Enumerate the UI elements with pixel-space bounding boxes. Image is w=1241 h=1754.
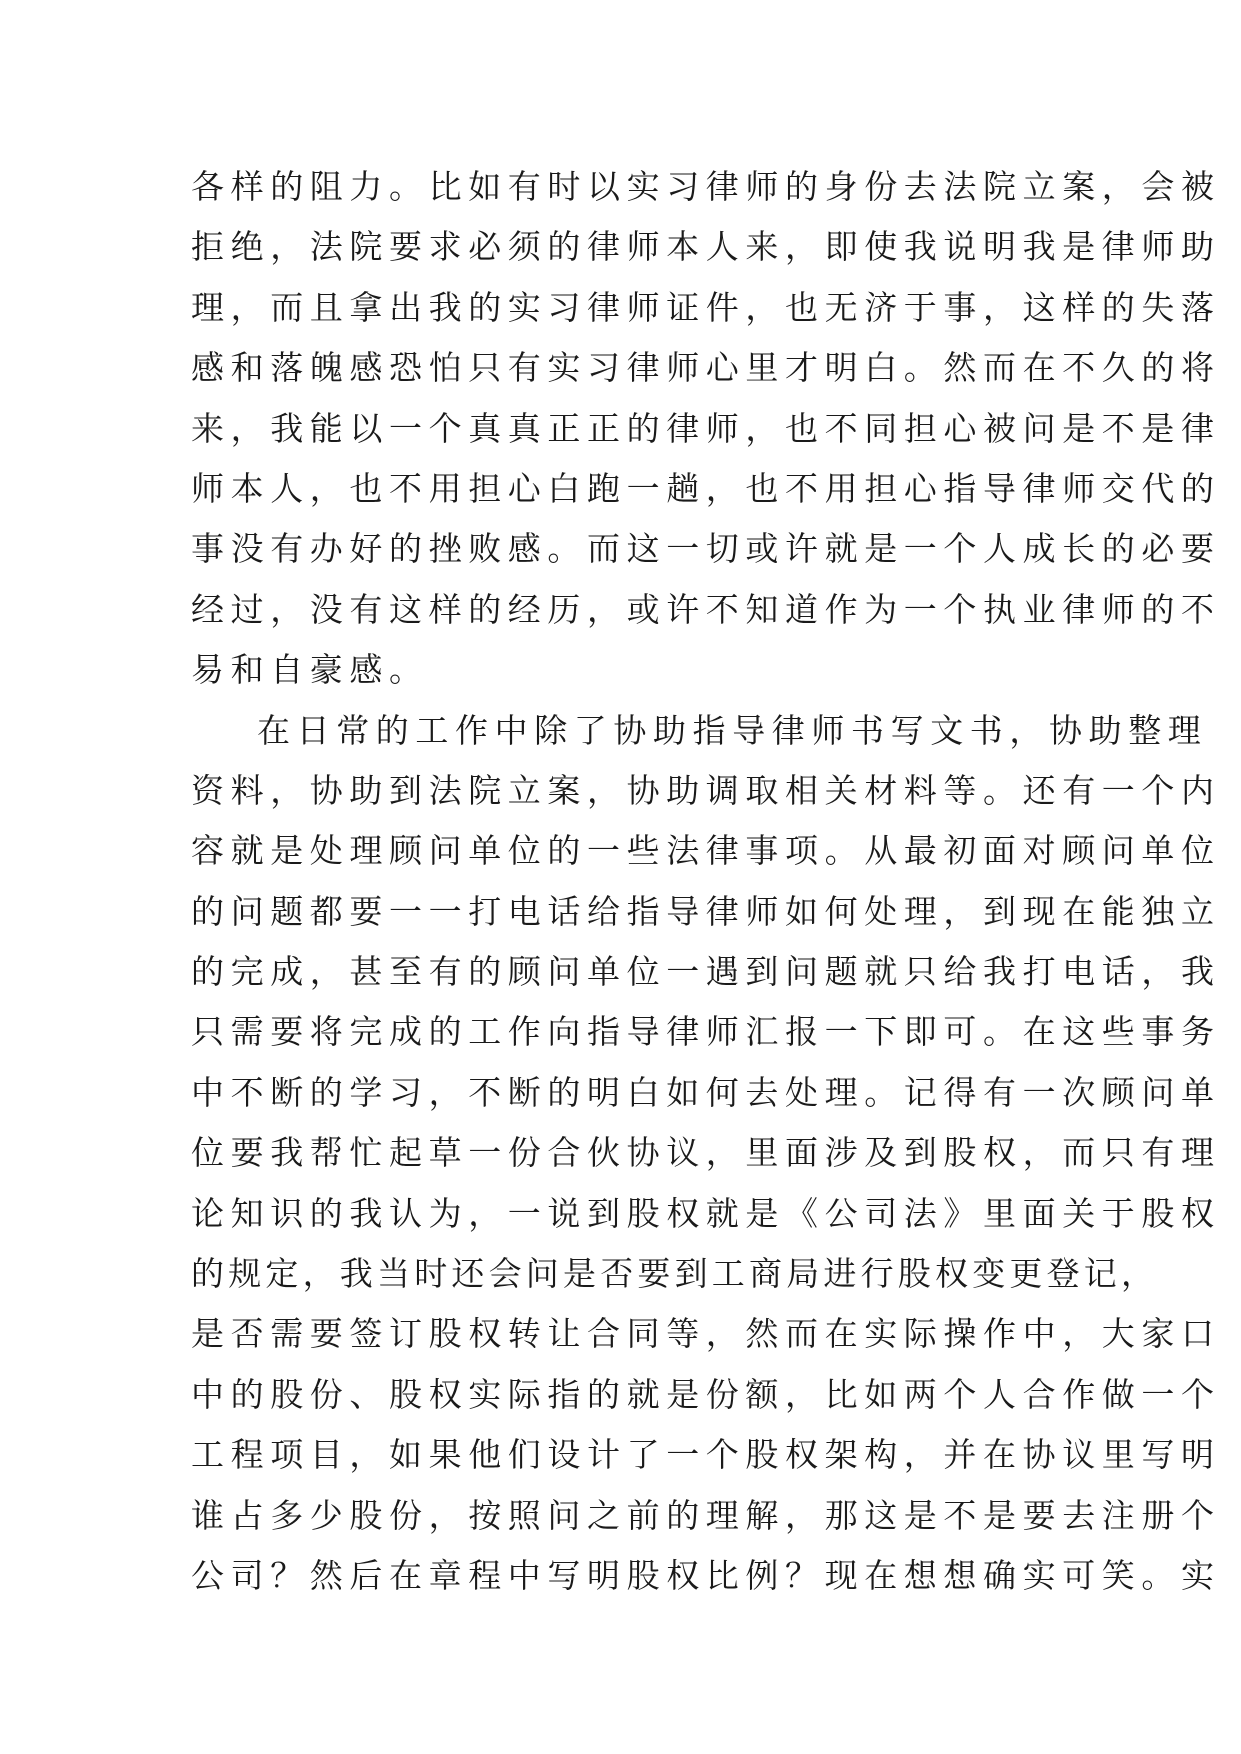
text-line: 论知识的我认为，一说到股权就是《公司法》里面关于股权 <box>191 1193 1221 1233</box>
text-line: 理，而且拿出我的实习律师证件，也无济于事，这样的失落 <box>191 287 1221 327</box>
text-line: 位要我帮忙起草一份合伙协议，里面涉及到股权，而只有理 <box>191 1133 1221 1173</box>
paragraph-first-line: 在日常的工作中除了协助指导律师书写文书，协助整理 <box>257 710 1208 750</box>
text-line: 工程项目，如果他们设计了一个股权架构，并在协议里写明 <box>191 1435 1221 1475</box>
text-line: 是否需要签订股权转让合同等，然而在实际操作中，大家口 <box>191 1314 1221 1354</box>
text-line: 谁占多少股份，按照问之前的理解，那这是不是要去注册个 <box>191 1495 1221 1535</box>
text-line: 公司？然后在章程中写明股权比例？现在想想确实可笑。实 <box>191 1555 1221 1595</box>
text-line: 来，我能以一个真真正正的律师，也不同担心被问是不是律 <box>191 408 1221 448</box>
text-line: 中不断的学习，不断的明白如何去处理。记得有一次顾问单 <box>191 1072 1221 1112</box>
text-line: 感和落魄感恐怕只有实习律师心里才明白。然而在不久的将 <box>191 348 1221 388</box>
text-line: 师本人，也不用担心白跑一趟，也不用担心指导律师交代的 <box>191 468 1221 508</box>
text-line: 中的股份、股权实际指的就是份额，比如两个人合作做一个 <box>191 1374 1221 1414</box>
text-line: 的问题都要一一打电话给指导律师如何处理，到现在能独立 <box>191 891 1221 931</box>
text-line: 容就是处理顾问单位的一些法律事项。从最初面对顾问单位 <box>191 831 1221 871</box>
text-line: 资料，协助到法院立案，协助调取相关材料等。还有一个内 <box>191 770 1221 810</box>
body-text <box>191 157 1221 1606</box>
text-line: 易和自豪感。 <box>191 650 429 690</box>
text-line: 各样的阻力。比如有时以实习律师的身份去法院立案，会被 <box>191 167 1221 206</box>
text-line: 只需要将完成的工作向指导律师汇报一下即可。在这些事务 <box>191 1012 1221 1052</box>
text-line: 经过，没有这样的经历，或许不知道作为一个执业律师的不 <box>191 589 1221 629</box>
text-line: 的完成，甚至有的顾问单位一遇到问题就只给我打电话，我 <box>191 952 1221 992</box>
text-line: 的规定，我当时还会问是否要到工商局进行股权变更登记， <box>191 1254 1159 1294</box>
text-line: 事没有办好的挫败感。而这一切或许就是一个人成长的必要 <box>191 529 1221 569</box>
text-line: 拒绝，法院要求必须的律师本人来，即使我说明我是律师助 <box>191 227 1221 267</box>
